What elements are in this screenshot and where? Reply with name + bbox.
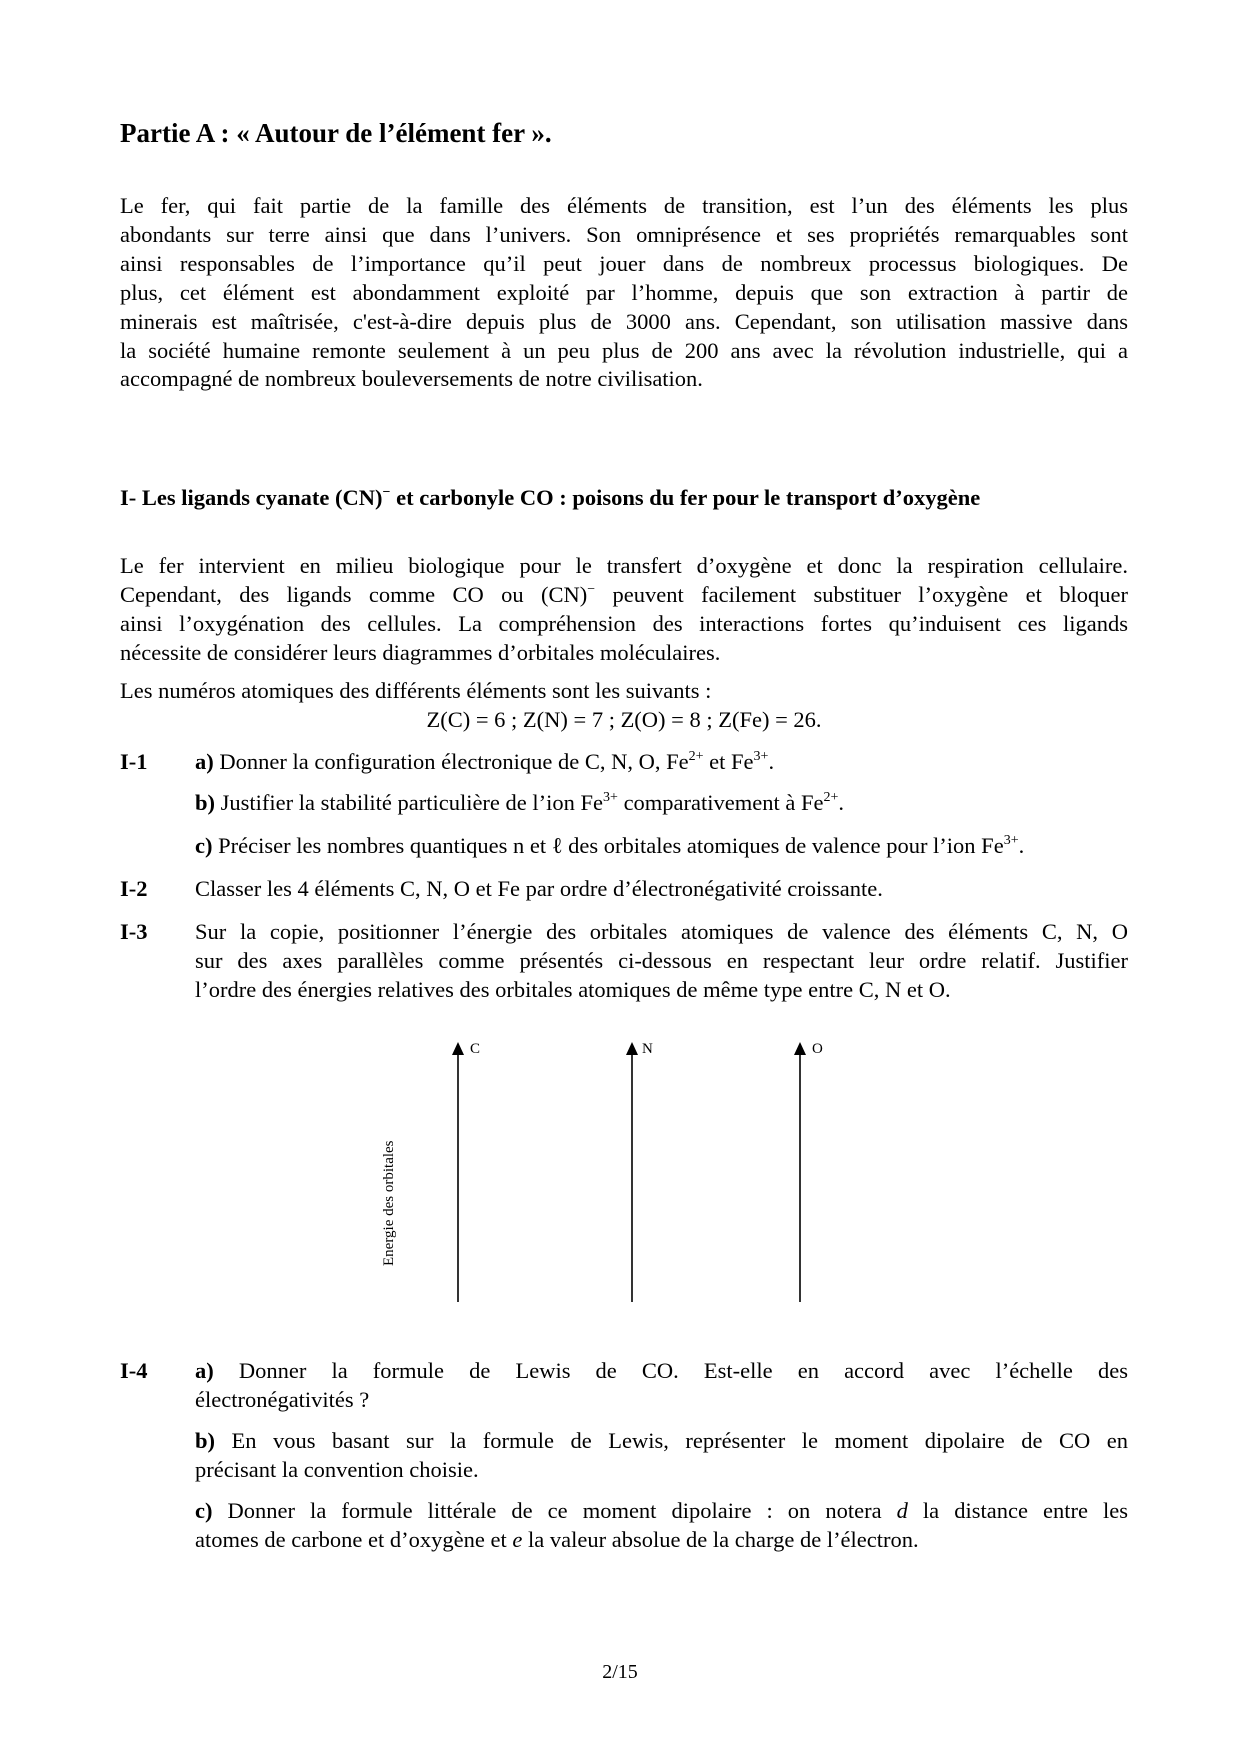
intro-line: la société humaine remonte seulement à un peu plus de 200 ans avec la révolution industrielle, qui a bbox=[120, 337, 1128, 363]
intro-line: minerais est maîtrisée, c'est-à-dire depuis plus de 3000 ans. Cependant, son utilisation massive dans bbox=[120, 308, 1128, 334]
intro-line: accompagné de nombreux bouleversements de notre civilisation. bbox=[120, 366, 703, 392]
question-i1-b: b) Justifier la stabilité particulière de l’ion $Fe^{3+}$ comparativement à $Fe^{2+}$. bbox=[195, 790, 845, 815]
axis-c-label: C bbox=[470, 1041, 481, 1057]
question-i1-a: a) Donner la configuration électronique de C, N, O, $Fe^{2+}$ et $Fe^{3+}$. bbox=[195, 749, 775, 774]
question-i2: Classer les 4 éléments C, N, O et Fe par ordre d’électronégativité croissante. bbox=[195, 876, 883, 901]
section-title: I- Les ligands cyanate (CN)− et carbonyle CO : poisons du fer pour le transport d’oxygène bbox=[120, 485, 981, 510]
section-line: Cependant, des ligands comme CO ou (CN)− peuvent facilement substituer l’oxygène et bloquer bbox=[120, 581, 1128, 607]
intro-line: Le fer, qui fait partie de la famille des éléments de transition, est l’un des éléments les plus bbox=[120, 193, 1128, 218]
axis-c bbox=[452, 1041, 480, 1302]
question-number: I-3 bbox=[120, 919, 148, 944]
energy-axis-label: Energie des orbitales bbox=[381, 1140, 397, 1266]
intro-line: abondants sur terre ainsi que dans l’univers. Son omniprésence et ses propriétés remarquables sont bbox=[120, 221, 1128, 247]
axis-o-label: O bbox=[812, 1041, 823, 1057]
section-paragraph bbox=[120, 552, 1128, 668]
question-number: I-1 bbox=[120, 749, 148, 774]
intro-line: plus, cet élément est abondamment exploité par l’homme, depuis que son extraction à partir de bbox=[120, 279, 1128, 305]
question-number: I-4 bbox=[120, 1358, 148, 1383]
question-i3: Sur la copie, positionner l’énergie des orbitales atomiques de valence des éléments C, N, O sur des axes parallèles comme présentés ci-dessous en respectant leur ordre relatif. Justifier l’ordre des énergies relatives des orbitales atomiques de même type entre C, N et O. bbox=[195, 919, 1128, 1002]
question-i4-a: a) Donner la formule de Lewis de CO. Est-elle en accord avec l’échelle des électronégativités ? bbox=[195, 1358, 1128, 1412]
axis-c-arrow-icon bbox=[452, 1042, 464, 1055]
atomic-numbers: Z(C) = 6 ; Z(N) = 7 ; Z(O) = 8 ; Z(Fe) = 26. bbox=[426, 707, 822, 732]
intro-paragraph bbox=[120, 192, 1128, 394]
axis-n-label: N bbox=[642, 1041, 653, 1057]
intro-line: ainsi responsables de l’importance qu’il peut jouer dans de nombreux processus biologiques. De bbox=[120, 250, 1128, 276]
question-i1-c: c) Préciser les nombres quantiques n et ℓ des orbitales atomiques de valence pour l’ion $Fe^{3+}$. bbox=[195, 833, 1025, 858]
question-i4-c: c) Donner la formule littérale de ce moment dipolaire : on notera d la distance entre les atomes de carbone et d’oxygène et e la valeur absolue de la charge de l’électron. bbox=[195, 1498, 1128, 1552]
section-line: ainsi l’oxygénation des cellules. La compréhension des interactions fortes qu’induisent ces ligands bbox=[120, 610, 1128, 636]
energy-axes-diagram bbox=[0, 1030, 1240, 1330]
question-number: I-2 bbox=[120, 876, 148, 901]
page-number: 2/15 bbox=[602, 1661, 638, 1683]
section-line: nécessite de considérer leurs diagrammes d’orbitales moléculaires. bbox=[120, 639, 721, 665]
axis-o-arrow-icon bbox=[794, 1042, 806, 1055]
axis-o bbox=[794, 1041, 823, 1302]
question-i4-b: b) En vous basant sur la formule de Lewis, représenter le moment dipolaire de CO en précisant la convention choisie. bbox=[195, 1428, 1128, 1482]
part-title: Partie A : « Autour de l’élément fer ». bbox=[120, 118, 552, 148]
section-line: Le fer intervient en milieu biologique pour le transfert d’oxygène et donc la respiration cellulaire. bbox=[120, 553, 1128, 578]
atomic-numbers-intro: Les numéros atomiques des différents éléments sont les suivants : bbox=[120, 678, 712, 703]
axis-n-arrow-icon bbox=[626, 1042, 638, 1055]
axis-n bbox=[626, 1041, 653, 1302]
